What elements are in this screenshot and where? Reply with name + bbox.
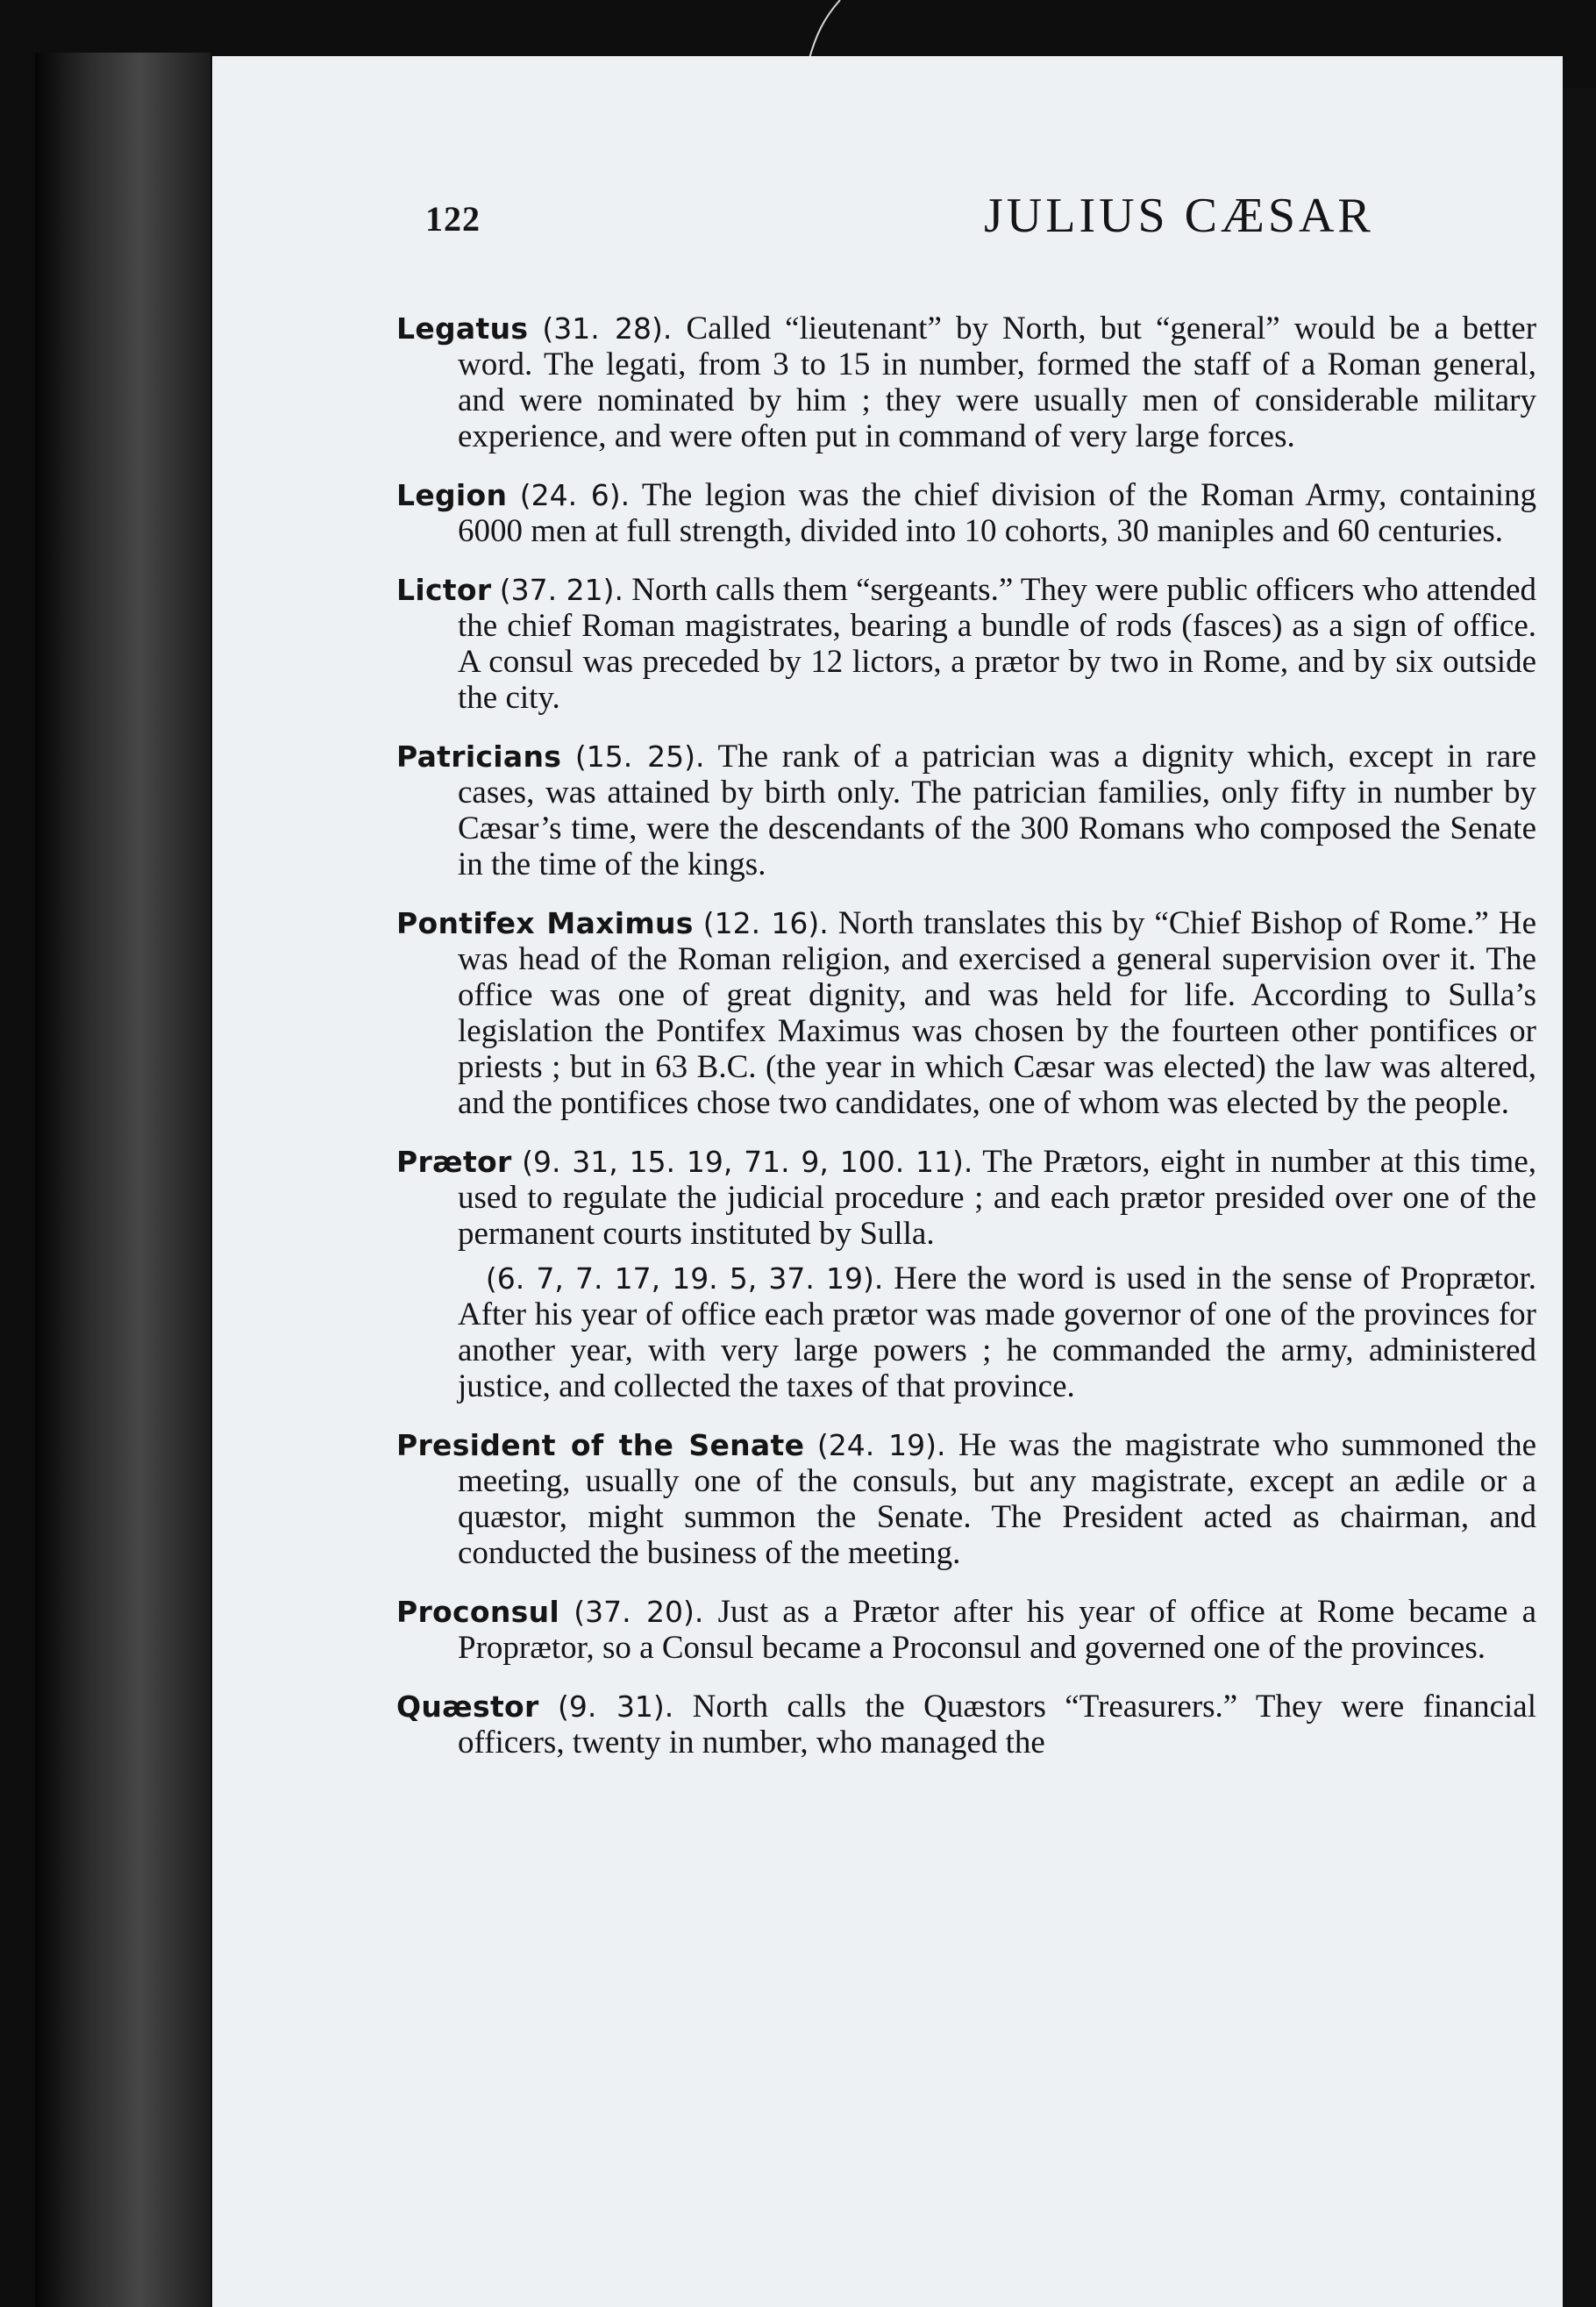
- entry-term: Legatus: [396, 311, 529, 346]
- entry-reference: (31. 28).: [542, 311, 673, 346]
- entry-text: North translates this by “Chief Bishop of Rome.” He was head of the Roman religion, and exercised a general supervision over it. The office was one of great dignity, and was held for life. According to Sulla’s legislation the Pontifex Maximus was chosen by the fourteen other pontifices or priests ; but in 63 B.C. (the year in which Cæsar was elected) the law was altered, and the pontifices chose two candidates, one of whom was elected by the people.: [458, 905, 1536, 1121]
- page-number: 122: [425, 199, 481, 239]
- entry-text: North calls them “sergeants.” They were public officers who attended the chief Roman magistrates, bearing a bundle of rods (fasces) as a sign of office. A consul was preceded by 12 lictors, a prætor by two in Rome, and by six outside the city.: [458, 572, 1537, 716]
- entry-reference: (12. 16).: [702, 906, 829, 940]
- entry-term: Pontifex Maximus: [396, 906, 694, 940]
- entry-term: Patricians: [396, 739, 562, 774]
- entry-reference: (15. 25).: [574, 739, 705, 774]
- entry-term: Quæstor: [396, 1689, 539, 1724]
- book-spine-shadow: [35, 53, 210, 2307]
- glossary-entries: [396, 311, 1536, 1783]
- entry-reference: (37. 20).: [574, 1595, 704, 1629]
- glossary-entry-lictor: [396, 572, 1536, 716]
- entry-text: The Prætors, eight in number at this time, used to regulate the judicial procedure ; and each prætor presided over one of the permanent courts instituted by Sulla.: [458, 1144, 1536, 1252]
- entry-text: Here the word is used in the sense of Proprætor. After his year of office each prætor was made governor of one of the provinces for another year, with very large powers ; he commanded the army, administered justice, and collected the taxes of that province.: [458, 1261, 1537, 1404]
- entry-reference: (9. 31).: [557, 1689, 674, 1724]
- entry-reference: (24. 19).: [816, 1428, 946, 1462]
- glossary-entry-praetor: [396, 1144, 1536, 1252]
- glossary-entry-quaestor: [396, 1689, 1536, 1761]
- scan-scratch: [789, 0, 842, 61]
- entry-reference: (6. 7, 7. 17, 19. 5, 37. 19).: [485, 1261, 884, 1296]
- entry-reference: (9. 31, 15. 19, 71. 9, 100. 11).: [522, 1145, 973, 1179]
- entry-text: The legion was the chief division of the Roman Army, containing 6000 men at full strength, divided into 10 cohorts, 30 maniples and 60 centuries.: [458, 477, 1536, 549]
- glossary-entry-praetor-subsense: [396, 1261, 1536, 1404]
- entry-reference: (24. 6).: [519, 478, 631, 512]
- entry-term: Proconsul: [396, 1595, 560, 1629]
- entry-text: Called “lieutenant” by North, but “general” would be a better word. The legati, from 3 to 15 in number, formed the staff of a Roman general, and were nominated by him ; they were usually men of considerable military experience, and were often put in command of very large forces.: [458, 311, 1537, 454]
- glossary-entry-pontifex-maximus: [396, 905, 1536, 1121]
- glossary-entry-proconsul: [396, 1594, 1536, 1666]
- glossary-entry-legatus: [396, 311, 1536, 454]
- entry-term: President of the Senate: [396, 1428, 805, 1462]
- entry-term: Prætor: [396, 1145, 512, 1179]
- glossary-entry-patricians: [396, 739, 1536, 882]
- entry-term: Legion: [396, 478, 508, 512]
- glossary-entry-president-of-senate: [396, 1427, 1536, 1571]
- entry-text: North calls the Quæstors “Treasurers.” They were financial officers, twenty in number, who managed the: [458, 1689, 1536, 1761]
- running-title: JULIUS CÆSAR: [984, 189, 1374, 243]
- entry-reference: (37. 21).: [499, 573, 623, 607]
- entry-term: Lictor: [396, 573, 492, 607]
- entry-text: Just as a Prætor after his year of office at Rome became a Proprætor, so a Consul became a Proconsul and governed one of the provinces.: [458, 1594, 1536, 1666]
- adjacent-page-edge: [1563, 88, 1596, 2307]
- book-page: [212, 56, 1563, 2307]
- glossary-entry-legion: [396, 477, 1536, 549]
- entry-text: The rank of a patrician was a dignity which, except in rare cases, was attained by birth only. The patrician families, only fifty in number by Cæsar’s time, were the descendants of the 300 Romans who composed the Senate in the time of the kings.: [458, 739, 1537, 882]
- entry-text: He was the magistrate who summoned the meeting, usually one of the consuls, but any magistrate, except an ædile or a quæstor, might summon the Senate. The President acted as chairman, and conducted the business of the meeting.: [458, 1427, 1536, 1571]
